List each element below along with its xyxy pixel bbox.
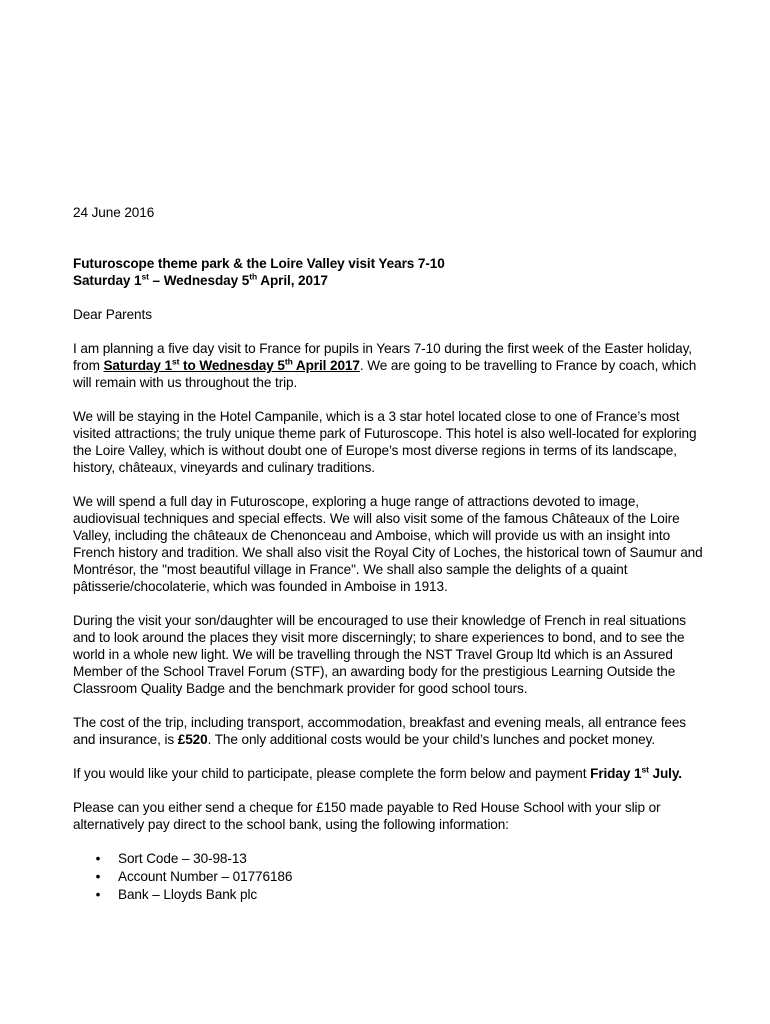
paragraph-itinerary: We will spend a full day in Futuroscope, exploring a huge range of attractions devoted to image, audiovisual techniques and special effects. We will also visit some of the famous Châteaux of the Loire Valley, including the châteaux de Chenonceau and Amboise, which will provide us with an insight into French history and tradition. We shall also visit the Royal City of Loches, the historical town of Saumur and Montrésor, the "most beautiful village in France". We shall also sample the delights of a quaint pâtisserie/chocolaterie, which was founded in Amboise in 1913.	[73, 494, 703, 594]
paragraph-intro	[73, 340, 703, 391]
paragraph-participation	[73, 765, 703, 782]
participation-deadline	[590, 766, 682, 781]
list-item	[93, 886, 703, 904]
paragraph-learning: During the visit your son/daughter will be encouraged to use their knowledge of French in real situations and to look around the places they visit more discerningly; to share experiences to bond, and to see the world in a whole new light. We will be travelling through the NST Travel Group ltd which is an Assured Member of the School Travel Forum (STF), an awarding body for the prestigious Learning Outside the Classroom Quality Badge and the benchmark provider for good school tours.	[73, 613, 686, 696]
deadline-month: July.	[648, 766, 682, 781]
intro-date-year: April 2017	[292, 358, 360, 373]
heading-dates-year: April, 2017	[257, 273, 328, 288]
list-item	[93, 850, 703, 868]
bullet-icon: •	[95, 887, 101, 902]
intro-text-end: . We are going to be travelling to France by coach, which will remain with us throughout the trip.	[73, 358, 697, 390]
bullet-icon: •	[95, 851, 101, 866]
participation-text: If you would like your child to participate, please complete the form below and payment	[73, 766, 591, 781]
cost-price: £520	[177, 732, 208, 747]
letter-date: 24 June 2016	[73, 205, 155, 220]
intro-text: I am planning a five day visit to France for pupils in Years 7-10 during the first week of the Easter holiday, from	[73, 341, 692, 373]
bank-name: Bank – Lloyds Bank plc	[118, 887, 258, 902]
paragraph-payment: Please can you either send a cheque for £150 made payable to Red House School with your slip or alternatively pay direct to the school bank, using the following information:	[73, 800, 661, 832]
deadline-day: Friday 1	[590, 766, 642, 781]
deadline-sup: st	[641, 764, 649, 775]
bank-sort-code: Sort Code – 30-98-13	[118, 851, 247, 866]
bank-details-list	[73, 850, 703, 904]
paragraph-cost	[73, 714, 703, 748]
intro-date-end: to Wednesday 5	[179, 358, 285, 373]
intro-dates	[103, 358, 359, 373]
heading-title: Futuroscope theme park & the Loire Valley visit Years 7-10	[73, 256, 445, 271]
letter-heading	[73, 255, 703, 289]
heading-dates-end: – Wednesday 5	[148, 273, 250, 288]
heading-dates-end-sup: th	[249, 271, 258, 282]
salutation: Dear Parents	[73, 307, 152, 322]
list-item	[93, 868, 703, 886]
heading-dates	[73, 272, 703, 289]
bullet-icon: •	[95, 869, 101, 884]
cost-text-end: . The only additional costs would be your child’s lunches and pocket money.	[207, 732, 655, 747]
intro-date-end-sup: th	[284, 356, 293, 367]
intro-date-start: Saturday 1	[103, 358, 172, 373]
intro-date-start-sup: st	[171, 356, 180, 367]
cost-text: The cost of the trip, including transport, accommodation, breakfast and evening meals, all entrance fees and insurance, is	[73, 715, 686, 747]
heading-dates-start: Saturday 1	[73, 273, 142, 288]
letter-body	[73, 204, 703, 904]
bank-account-number: Account Number – 01776186	[118, 869, 293, 884]
heading-dates-start-sup: st	[141, 271, 149, 282]
paragraph-hotel: We will be staying in the Hotel Campanile, which is a 3 star hotel located close to one of France’s most visited attractions; the truly unique theme park of Futuroscope. This hotel is also well-located for exploring the Loire Valley, which is without doubt one of Europe’s most diverse regions in terms of its landscape, history, châteaux, vineyards and culinary traditions.	[73, 409, 697, 475]
